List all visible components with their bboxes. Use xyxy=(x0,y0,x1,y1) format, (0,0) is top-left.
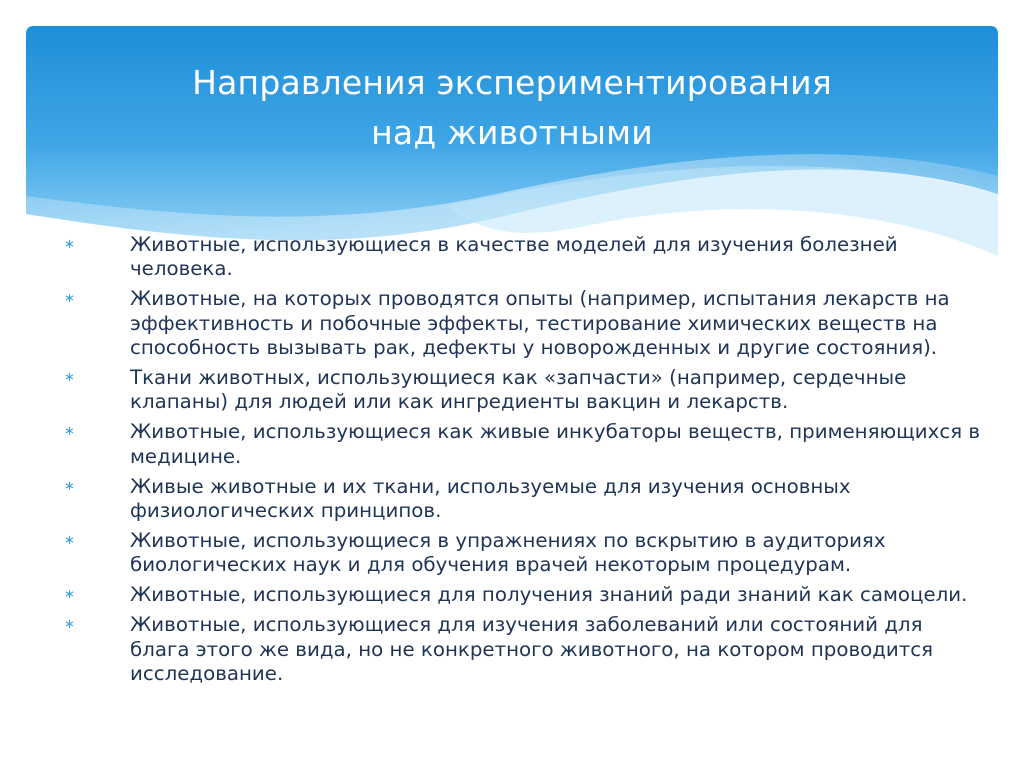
bullet-text: Живые животные и их ткани, используемые для изучения основных физиологических принципов. xyxy=(130,474,851,523)
asterisk-bullet-icon: ∗ xyxy=(64,370,75,386)
bullet-text: Животные, использующиеся для получения знаний ради знаний как самоцели. xyxy=(130,583,968,607)
asterisk-bullet-icon: ∗ xyxy=(64,237,75,252)
bullet-text: Животные, использующиеся в качестве моделей для изучения болезней человека. xyxy=(130,233,898,281)
title-line-2: над животными xyxy=(371,113,653,152)
bullet-item xyxy=(60,613,985,686)
bullet-text: Животные, использующиеся в упражнениях по вскрытию в аудиториях биологических наук и для обучения врачей некоторым процедурам. xyxy=(130,528,886,577)
asterisk-bullet-icon: ∗ xyxy=(64,291,75,307)
slide-title xyxy=(26,58,998,158)
bullet-text: Животные, использующиеся как живые инкубаторы веществ, применяющихся в медицине. xyxy=(130,420,981,468)
asterisk-bullet-icon: ∗ xyxy=(64,617,75,633)
bullet-item xyxy=(60,287,985,360)
asterisk-bullet-icon: ∗ xyxy=(64,532,75,548)
bullet-item xyxy=(60,233,985,282)
asterisk-bullet-icon: ∗ xyxy=(64,587,75,603)
bullet-text: Животные, использующиеся для изучения заболеваний или состояний для блага этого же вида, но не конкретного животного, на котором проводится исследование. xyxy=(130,613,934,685)
asterisk-bullet-icon: ∗ xyxy=(64,478,75,494)
title-line-1: Направления экспериментирования xyxy=(192,63,832,102)
bullet-list xyxy=(60,233,985,758)
bullet-text: Ткани животных, использующиеся как «запчасти» (например, сердечные клапаны) для людей или как ингредиенты вакцин и лекарств. xyxy=(130,366,907,414)
bullet-item xyxy=(60,475,985,524)
bullet-item xyxy=(60,583,985,607)
bullet-text: Животные, на которых проводятся опыты (например, испытания лекарств на эффективность и побочные эффекты, тестирование химических веществ на способность вызывать рак, дефекты у новорожденных и другие состояния). xyxy=(130,287,950,360)
bullet-item xyxy=(60,366,985,415)
bullet-item xyxy=(60,420,985,469)
asterisk-bullet-icon: ∗ xyxy=(64,424,75,440)
bullet-item xyxy=(60,529,985,578)
